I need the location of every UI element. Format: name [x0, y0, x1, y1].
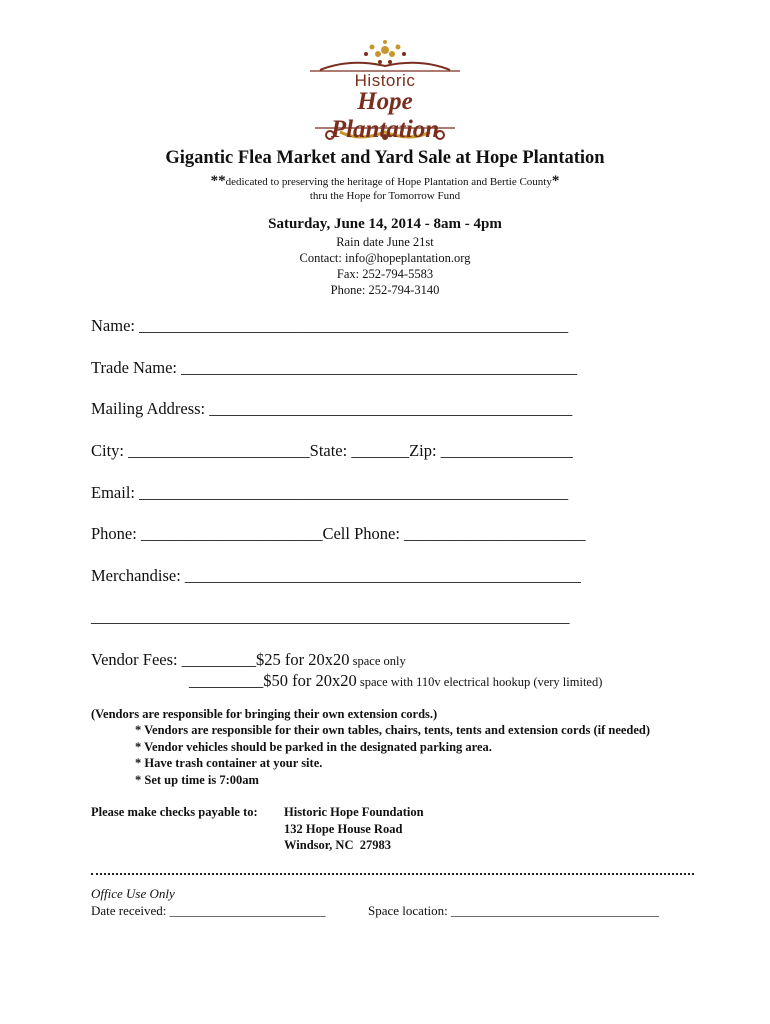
cell-phone-field[interactable]: Cell Phone: ______________________ [322, 524, 586, 543]
city-state-zip-row [91, 441, 573, 461]
dedication-prefix: ** [210, 173, 226, 189]
phone-number: Phone: 252-794-3140 [330, 283, 440, 297]
fund-line: thru the Hope for Tomorrow Fund [309, 190, 461, 202]
vendor-fee-row-1 [91, 650, 406, 670]
parking-note: * Vendor vehicles should be parked in the designated parking area. [135, 740, 492, 754]
event-date: Saturday, June 14, 2014 - 8am - 4pm [268, 216, 502, 232]
merchandise-field-line2[interactable]: __________________________________________________________ [91, 607, 570, 626]
trade-name-field[interactable]: Trade Name: ________________________________________________ [91, 358, 578, 377]
divider [91, 873, 694, 875]
zip-field[interactable]: Zip: ________________ [409, 441, 573, 460]
logo-line2: Hope Plantation [330, 88, 440, 143]
fee-option-25-blank[interactable]: _________ [181, 650, 256, 669]
fee-option-50-blank[interactable]: _________ [189, 671, 264, 690]
trash-note: * Have trash container at your site. [135, 756, 323, 770]
tables-note: * Vendors are responsible for their own tables, chairs, tents, tents and extension cords (if needed) [135, 723, 651, 737]
date-received-field[interactable]: Date received: ________________________ [91, 903, 326, 918]
contact-email: Contact: info@hopeplantation.org [299, 251, 471, 265]
rain-date: Rain date June 21st [336, 235, 434, 249]
fee-50-note: space with 110v electrical hookup (very limited) [356, 675, 603, 689]
setup-time-note: * Set up time is 7:00am [135, 773, 259, 787]
payment-city: Windsor, NC 27983 [284, 838, 391, 852]
name-field[interactable]: Name: ____________________________________________________ [91, 316, 569, 335]
phone-row [91, 524, 586, 544]
fax-number: Fax: 252-794-5583 [336, 267, 434, 281]
fee-50-price: $50 for 20x20 [263, 671, 357, 690]
dedication-text: dedicated to preserving the heritage of Hope Plantation and Bertie County [225, 176, 552, 188]
vendor-fees-label: Vendor Fees: [91, 650, 182, 669]
payment-org: Historic Hope Foundation [284, 805, 424, 819]
dedication-suffix: * [551, 173, 560, 189]
dedication [0, 173, 770, 190]
fee-25-note: space only [349, 654, 406, 668]
email-field[interactable]: Email: ____________________________________________________ [91, 483, 569, 502]
hope-plantation-logo [300, 40, 470, 144]
page-title: Gigantic Flea Market and Yard Sale at Hope Plantation [165, 148, 605, 168]
space-location-field[interactable]: Space location: ________________________________ [368, 903, 660, 918]
mailing-address-field[interactable]: Mailing Address: ____________________________________________ [91, 399, 573, 418]
payment-street: 132 Hope House Road [284, 822, 403, 836]
state-field[interactable]: State: _______ [309, 441, 410, 460]
fee-25-price: $25 for 20x20 [255, 650, 350, 669]
logo-line1: Historic [354, 71, 416, 90]
vendor-fee-row-2 [189, 671, 602, 691]
phone-field[interactable]: Phone: ______________________ [91, 524, 323, 543]
office-use-heading: Office Use Only [91, 886, 175, 901]
extension-cord-note: (Vendors are responsible for bringing their own extension cords.) [91, 707, 438, 721]
city-field[interactable]: City: ______________________ [91, 441, 310, 460]
merchandise-field[interactable]: Merchandise: ________________________________________________ [91, 566, 581, 585]
payment-label: Please make checks payable to: [91, 805, 258, 819]
